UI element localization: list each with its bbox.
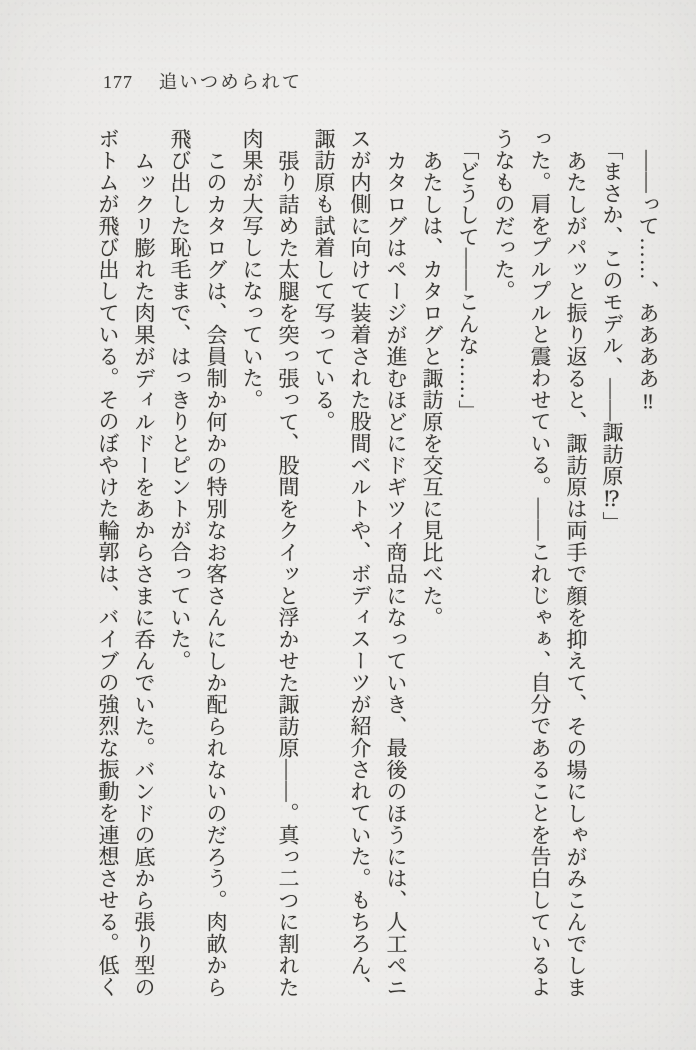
paragraph: ムックリ膨れた肉果がディルドーをあからさまに呑んでいた。バンドの底から張り型のボトムが飛び出している。そのぼやけた輪郭は、バイブの強烈な振動を連想させる。低く <box>96 128 156 998</box>
paragraph: あたしがパッと振り返ると、諏訪原は両手で顔を抑えて、その場にしゃがみこんでしまった。肩をプルプルと震わせている。――これじゃぁ、自分であることを告白しているようなものだった。 <box>492 128 588 998</box>
page-number: 177 <box>103 72 133 92</box>
paragraph: あたしは、カタログと諏訪原を交互に見比べた。 <box>420 149 444 629</box>
paragraph: 「どうして――こんな……」 <box>456 139 480 422</box>
page-header <box>103 68 303 94</box>
paragraph: 「まさか、このモデル、――諏訪原⁉」 <box>600 139 624 534</box>
paragraph: カタログはページが進むほどにドギツイ商品になっていき、最後のほうには、人工ペニスが内側に向けて装着された股間ベルトや、ボディスーツが紹介されていた。もちろん、諏訪原も試着して写っている。 <box>312 128 408 998</box>
paragraph: ――って……、ああああ‼ <box>636 149 660 414</box>
paragraph: 張り詰めた太腿を突っ張って、股間をクイッと浮かせた諏訪原――。真っ二つに割れた肉果が大写しになっていた。 <box>240 128 300 998</box>
paragraph: このカタログは、会員制か何かの特別なお客さんにしか配られないのだろう。肉畝から飛び出した恥毛まで、はっきりとピントが合っていた。 <box>168 128 228 998</box>
chapter-title: 追いつめられて <box>159 72 303 92</box>
vertical-text-body <box>90 128 666 1000</box>
